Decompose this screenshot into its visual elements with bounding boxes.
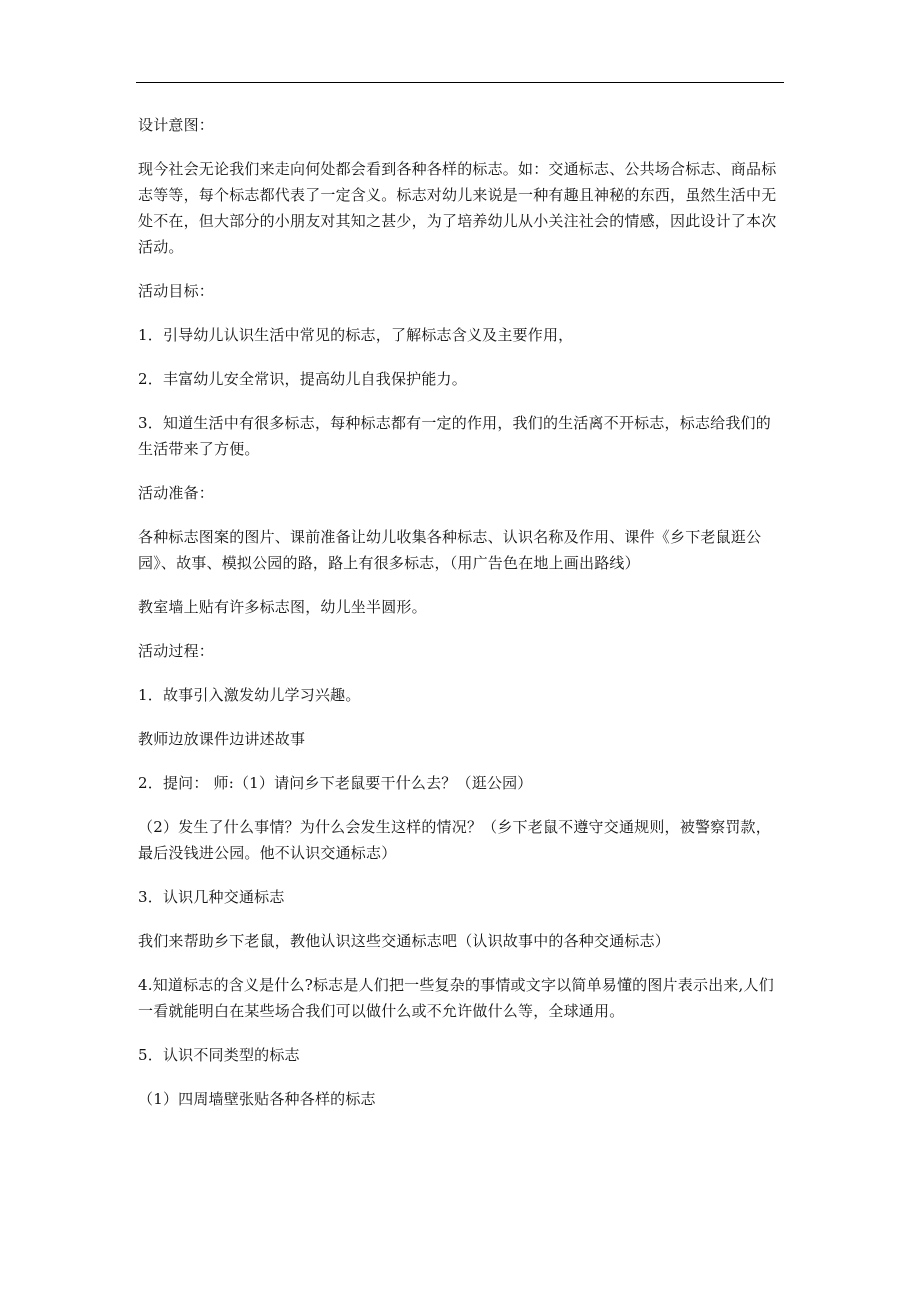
section-heading-activity-preparation: 活动准备：	[138, 484, 215, 502]
goal-item-1: 1．引导幼儿认识生活中常见的标志，了解标志含义及主要作用，	[138, 326, 574, 344]
process-step-3-detail: 我们来帮助乡下老鼠，教他认识这些交通标志吧（认识故事中的各种交通标志）	[138, 932, 671, 950]
section-heading-activity-process: 活动过程：	[138, 642, 215, 660]
goal-item-3: 3．知道生活中有很多标志，每种标志都有一定的作用，我们的生活离不开标志，标志给我们的生活带来了方便。	[138, 414, 771, 458]
process-step-2-question-2: （2）发生了什么事情？为什么会发生这样的情况？（乡下老鼠不遵守交通规则，被警察罚款，最后没钱进公园。他不认识交通标志）	[138, 818, 771, 862]
process-step-4: 4.知道标志的含义是什么?标志是人们把一些复杂的事情或文字以简单易懂的图片表示出来,人们一看就能明白在某些场合我们可以做什么或不允许做什么等，全球通用。	[138, 976, 774, 1020]
section-heading-design-intent: 设计意图：	[138, 116, 215, 134]
paragraph-design-intent: 现今社会无论我们来走向何处都会看到各种各样的标志。如：交通标志、公共场合标志、商品标志等等，每个标志都代表了一定含义。标志对幼儿来说是一种有趣且神秘的东西，虽然生活中无处不在，但大部分的小朋友对其知之甚少，为了培养幼儿从小关注社会的情感，因此设计了本次活动。	[138, 160, 777, 256]
process-step-5-item-1: （1）四周墙壁张贴各种各样的标志	[138, 1090, 376, 1108]
process-step-1-detail: 教师边放课件边讲述故事	[138, 730, 306, 748]
paragraph-preparation-classroom: 教室墙上贴有许多标志图，幼儿坐半圆形。	[138, 598, 427, 616]
process-step-3: 3．认识几种交通标志	[138, 888, 285, 906]
paragraph-preparation-materials: 各种标志图案的图片、课前准备让幼儿收集各种标志、认识名称及作用、课件《乡下老鼠逛公园》、故事、模拟公园的路，路上有很多标志，（用广告色在地上画出路线）	[138, 528, 762, 572]
section-heading-activity-goals: 活动目标：	[138, 282, 215, 300]
header-rule	[136, 82, 784, 83]
process-step-1: 1．故事引入激发幼儿学习兴趣。	[138, 686, 361, 704]
process-step-2: 2．提问： 师:（1）请问乡下老鼠要干什么去？（逛公园）	[138, 774, 533, 792]
process-step-5: 5．认识不同类型的标志	[138, 1046, 300, 1064]
goal-item-2: 2．丰富幼儿安全常识，提高幼儿自我保护能力。	[138, 370, 467, 388]
document-body	[138, 112, 784, 1130]
